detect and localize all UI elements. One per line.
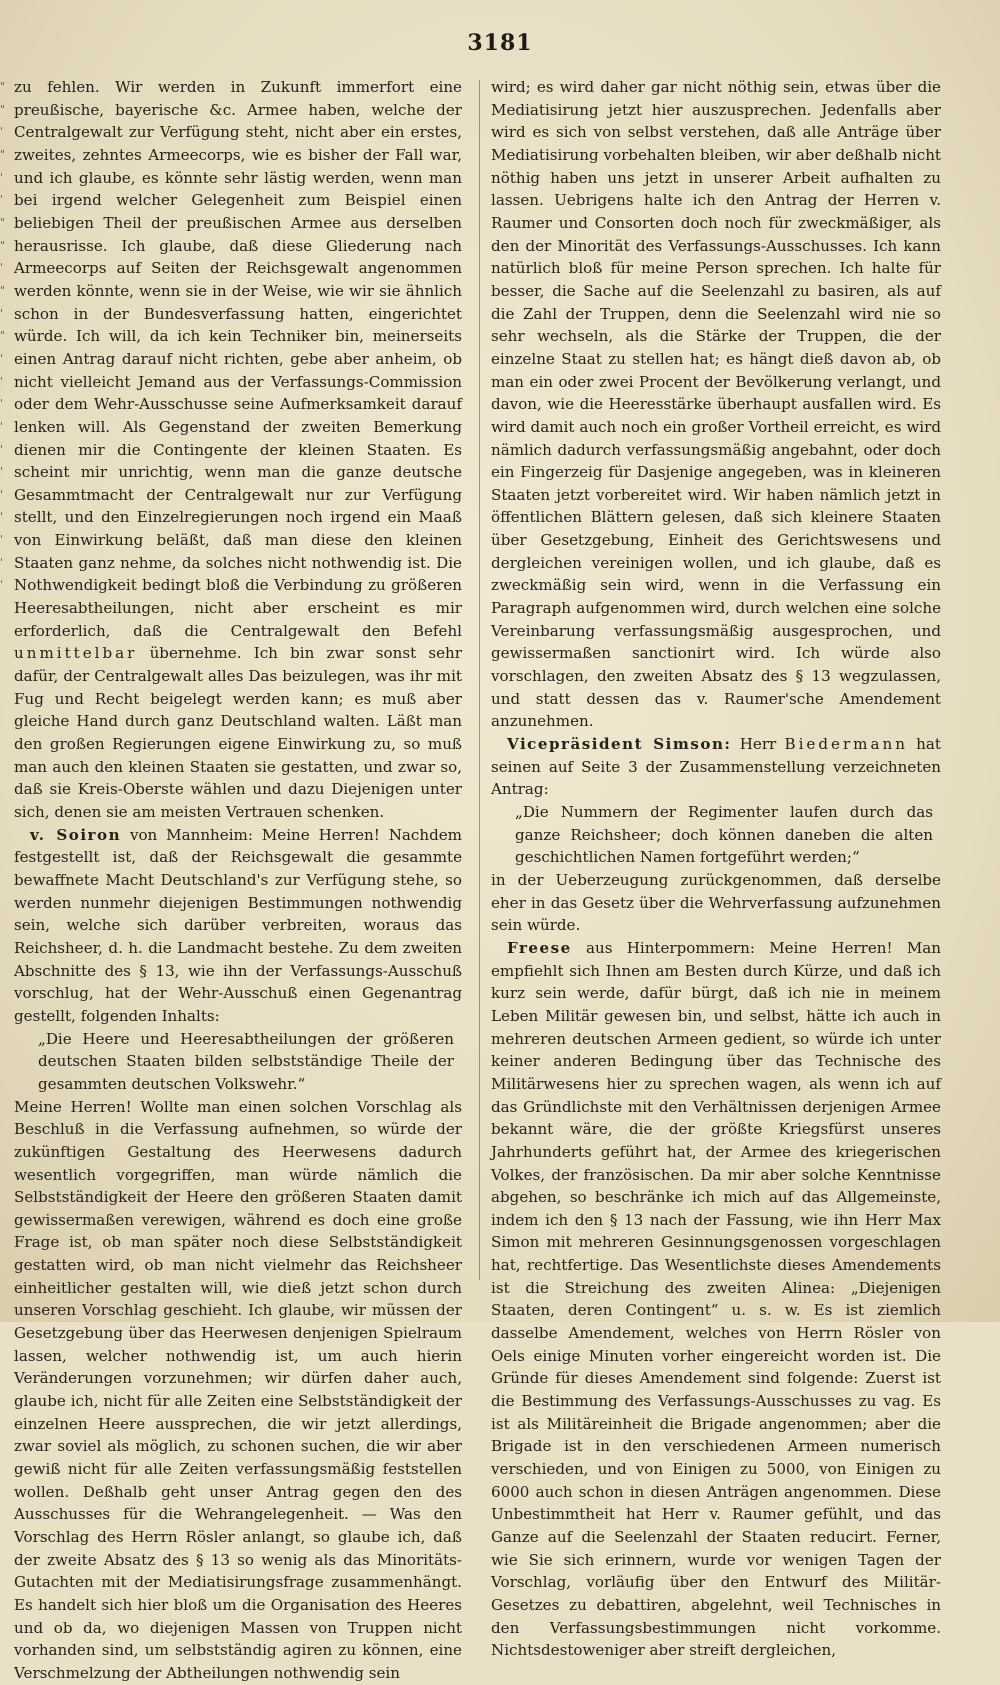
paragraph	[491, 733, 941, 801]
column-divider	[479, 80, 480, 1280]
paragraph: wird; es wird daher gar nicht nöthig sein, etwas über die Mediatisirung jetzt hier auszusprechen. Jedenfalls aber wird es sich von selbst verstehen, daß alle Anträge über Mediatisirung vorbehalten bleiben, wir aber deßhalb nicht nöthig haben uns jetzt in unserer Arbeit aufhalten zu lassen. Uebrigens halte ich den Antrag der Herren v. Raumer und Consorten doch noch für zweckmäßiger, als den der Minorität des Verfassungs-Ausschusses. Ich kann natürlich bloß für meine Person sprechen. Ich halte für besser, die Sache auf die Seelenzahl zu basiren, als auf die Zahl der Truppen, denn die Seelenzahl wird nie so sehr wechseln, als die Stärke der Truppen, die der einzelne Staat zu stellen hat; es hängt dieß davon ab, ob man ein oder zwei Procent der Bevölkerung verlangt, und davon, wie die Heeresstärke überhaupt ausfallen wird. Es wird damit auch noch ein großer Vortheil erreicht, es wird nämlich dadurch verfassungsmäßig angebahnt, oder doch ein Fingerzeig für Dasjenige angegeben, was in kleineren Staaten jetzt vorbereitet wird. Wir haben nämlich jetzt in öffentlichen Blättern gelesen, daß sich kleinere Staaten über Gesetzgebung, Einheit des Gerichtswesens und dergleichen vereinigen wollen, und ich glaube, daß es zweckmäßig sein wird, wenn in die Verfassung ein Paragraph aufgenommen wird, durch welchen eine solche Vereinbarung verfassungsmäßig ausgesprochen, und gewissermaßen sanctionirt wird. Ich würde also vorschlagen, den zweiten Absatz des § 13 wegzulassen, und statt dessen das v. Raumer'sche Amendement anzunehmen.	[491, 78, 941, 731]
paragraph	[491, 937, 941, 1662]
emphasized-word: unmittelbar	[14, 644, 138, 663]
paragraph-text: hat seinen auf Seite 3 der Zusammenstellung verzeichneten Antrag:	[491, 735, 941, 799]
left-column	[14, 76, 462, 1682]
paragraph: in der Ueberzeugung zurückgenommen, daß derselbe eher in das Gesetz über die Wehrverfassung aufzunehmen sein würde.	[491, 870, 941, 935]
paragraph-text: zu fehlen. Wir werden in Zukunft immerfort eine preußische, bayerische &c. Armee haben, welche der Centralgewalt zur Verfügung steht, nicht aber ein erstes, zweites, zehntes Armeecorps, wie es bisher der Fall war, und ich glaube, es könnte sehr lästig werden, wenn man bei irgend welcher Gelegenheit zum Beispiel einen beliebigen Theil der preußischen Armee aus derselben herausrisse. Ich glaube, daß diese Gliederung nach Armeecorps auf Seiten der Reichsgewalt angenommen werden könnte, wenn sie in der Weise, wie wir sie ähnlich schon in der Bundesverfassung hatten, eingerichtet würde. Ich will, da ich kein Techniker bin, meinerseits einen Antrag darauf nicht richten, gebe aber anheim, ob nicht vielleicht Jemand aus der Verfassungs-Commission oder dem Wehr-Ausschusse seine Aufmerksamkeit darauf lenken will. Als Gegenstand der zweiten Bemerkung dienen mir die Contingente der kleinen Staaten. Es scheint mir unrichtig, wenn man die ganze deutsche Gesammtmacht der Centralgewalt nur zur Verfügung stellt, und den Einzelregierungen noch irgend ein Maaß von Einwirkung beläßt, daß man diese den kleinen Staaten ganz nehme, da solches nicht nothwendig ist. Die Nothwendigkeit bedingt bloß die Verbindung zu größeren Heeresabtheilungen, nicht aber erscheint es mir erforderlich, daß die Centralgewalt den Befehl	[14, 78, 462, 640]
speaker-name: v. Soiron	[30, 825, 122, 844]
paragraph-text: aus Hinterpommern: Meine Herren! Man empfiehlt sich Ihnen am Besten durch Kürze, und daß ich kurz sein werde, dafür bürgt, daß ich nie in meinem Leben Militär gewesen bin, und selbst, hätte ich auch in mehreren deutschen Armeen gedient, so würde ich unter keiner anderen Bedingung über das Technische des Militärwesens hier zu sprechen wagen, als wenn ich auf das Gründlichste mit den Verhältnissen derjenigen Armee bekannt wäre, die der größte Kriegsfürst unseres Jahrhunderts geführt hat, der Armee des kriegerischen Volkes, der französischen. Da mir aber solche Kenntnisse abgehen, so beschränke ich mich auf das Allgemeinste, indem ich den § 13 nach der Fassung, wie ihn Herr Max Simon mit mehreren Gesinnungsgenossen vorgeschlagen hat, rechtfertige. Das Wesentlichste dieses Amendements ist die Streichung des zweiten Alinea: „Diejenigen Staaten, deren Contingent“ u. s. w. Es ist ziemlich dasselbe Amendement, welches von Herrn Rösler von Oels einige Minuten vorher eingereicht worden ist. Die Gründe für dieses Amendement sind folgende: Zuerst ist die Bestimmung des Verfassungs-Ausschusses zu vag. Es ist als Militäreinheit die Brigade angenommen; aber die Brigade ist in den verschiedenen Armeen numerisch verschieden, und von Einigen zu 5000, von Einigen zu 6000 auch schon in diesen Anträgen angenommen. Diese Unbestimmtheit hat Herr v. Raumer gefühlt, und das Ganze auf die Seelenzahl der Staaten reducirt. Ferner, wie Sie sich erinnern, wurde vor wenigen Tagen der Vorschlag, vorläufig über den Entwurf des Militär-Gesetzes zu debattiren, abgelehnt, weil Technisches in den Verfassungsbestimmungen nicht vorkomme. Nichtsdestoweniger aber streift dergleichen,	[491, 938, 941, 1660]
paragraph	[14, 76, 462, 824]
quoted-motion: „Die Nummern der Regimenter laufen durch das ganze Reichsheer; doch können daneben die alten geschichtlichen Namen fortgeführt werden;“	[515, 803, 933, 867]
paragraph-text: Herr	[739, 735, 777, 754]
binding-edge-marks: " " ' " ' ' " " ' " ' " ' ' ' ' ' ' ' ' ' ' '	[0, 80, 6, 592]
paragraph	[14, 824, 462, 1028]
speaker-name: Freese	[507, 938, 572, 957]
quoted-motion: „Die Heere und Heeresabtheilungen der größeren deutschen Staaten bilden selbstständige Theile der gesammten deutschen Volkswehr.“	[38, 1029, 454, 1093]
emphasized-name: Biedermann	[784, 735, 908, 754]
paragraph: Meine Herren! Wollte man einen solchen Vorschlag als Beschluß in die Verfassung aufnehmen, so würde der zukünftigen Gestaltung des Heerwesens dadurch wesentlich vorgegriffen, man würde nämlich die Selbstständigkeit der Heere den größeren Staaten damit gewissermaßen verewigen, während es doch eine große Frage ist, ob man später noch diese Selbstständigkeit gestatten wird, ob man nicht vielmehr das Reichsheer einheitlicher gestalten will, wie dieß jetzt schon durch unseren Vorschlag geschieht. Ich glaube, wir müssen der Gesetzgebung über das Heerwesen denjenigen Spielraum lassen, welcher nothwendig ist, um auch hierin Veränderungen vorzunehmen; wir dürfen daher auch, glaube ich, nicht für alle Zeiten eine Selbstständigkeit der einzelnen Heere aussprechen, die wir jetzt allerdings, zwar soviel als möglich, zu schonen suchen, die wir aber gewiß nicht für alle Zeiten verfassungsmäßig feststellen wollen. Deßhalb geht unser Antrag gegen den des Ausschusses für die Wehrangelegenheit. — Was den Vorschlag des Herrn Rösler anlangt, so glaube ich, daß der zweite Absatz des § 13 so wenig als das Minoritäts-Gutachten mit der Mediatisirungsfrage zusammenhängt. Es handelt sich hier bloß um die Organisation des Heeres und ob da, wo diejenigen Massen von Truppen nicht vorhanden sind, um selbstständig agiren zu können, eine Verschmelzung der Abtheilungen nothwendig sein	[14, 1097, 462, 1682]
paragraph-text: übernehme. Ich bin zwar sonst sehr dafür, der Centralgewalt alles Das beizulegen, was ihr mit Fug und Recht beigelegt werden kann; es muß aber gleiche Hand durch ganz Deutschland walten. Läßt man den großen Regierungen eigene Einwirkung zu, so muß man auch den kleinen Staaten sie gestatten, und zwar so, daß sie Kreis-Oberste wählen und dazu Diejenigen unter sich, denen sie am meisten Vertrauen schenken.	[14, 644, 462, 821]
paragraph-text: von Mannheim: Meine Herren! Nachdem festgestellt ist, daß der Reichsgewalt die gesammte bewaffnete Macht Deutschland's zur Verfügung stehe, so werden nunmehr diejenigen Bestimmungen nothwendig sein, welche sich darüber verbreiten, woraus das Reichsheer, d. h. die Landmacht bestehe. Zu dem zweiten Abschnitte des § 13, wie ihn der Verfassungs-Ausschuß vorschlug, hat der Wehr-Ausschuß einen Gegenantrag gestellt, folgenden Inhalts:	[14, 825, 462, 1025]
page-number: 3181	[467, 30, 533, 56]
right-column	[491, 76, 941, 1660]
speaker-name: Vicepräsident Simson:	[507, 735, 732, 754]
